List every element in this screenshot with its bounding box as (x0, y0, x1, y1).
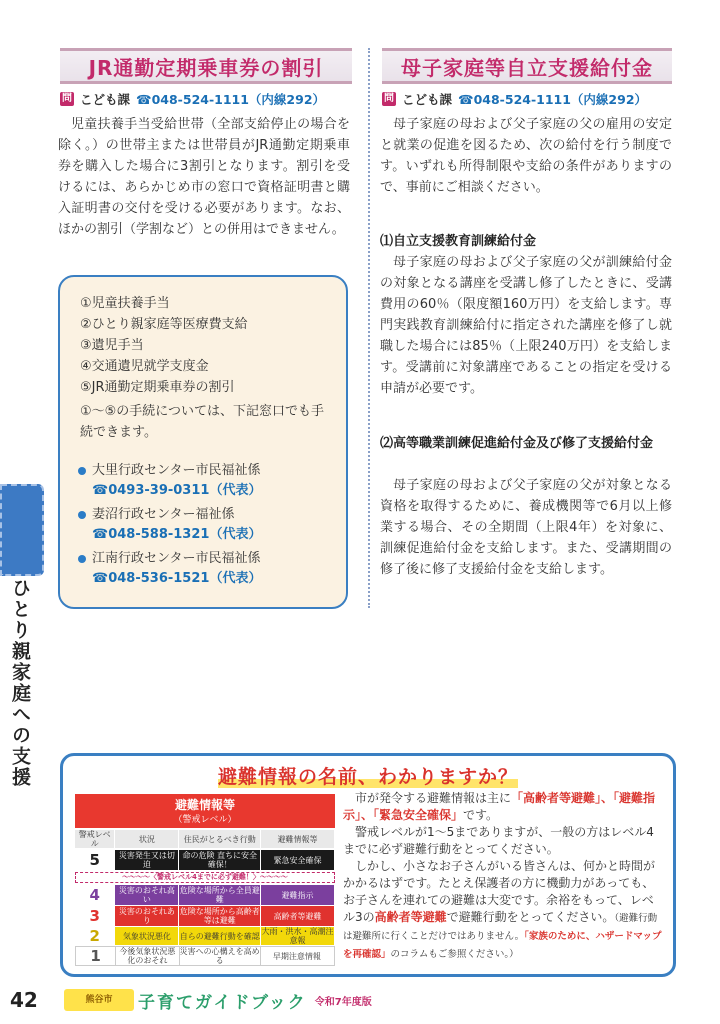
side-tab-marker (0, 484, 44, 576)
left-department: こども課 (80, 92, 131, 107)
text-span: です。 (463, 808, 499, 822)
office-item (78, 461, 261, 501)
table-subtitle: （警戒レベル） (173, 815, 237, 825)
office-tel[interactable]: ☎048-536-1521（代表） (92, 571, 262, 586)
highlight-text: 高齢者等避難 (374, 910, 447, 924)
info-cell: 避難指示 (261, 885, 335, 905)
status-cell: 災害発生又は切迫 (115, 850, 179, 870)
subsection-2-body: 母子家庭の母および父子家庭の父が対象となる資格を取得するために、養成機関等で6月以上修業する場合、その全期間（上限4年）を対象に、訓練促進給付金を支給します。また、受講期間の修了後に修了支援給付金を支給します。 (380, 478, 672, 577)
right-department: こども課 (402, 92, 453, 107)
list-item: ③遺児手当 (80, 338, 144, 353)
left-contact (60, 90, 325, 108)
evac-paragraph-2: 警戒レベルが1～5までありますが、一般の方はレベル4までに必ず避難行動をとってください。 (343, 825, 654, 856)
alert-level-table (75, 794, 335, 966)
footer-brand (64, 982, 372, 1018)
left-title-text: JR通勤定期乗車券の割引 (88, 55, 324, 80)
col-header: 状況 (115, 830, 179, 848)
text-span: しかし、小さなお子さんがいる皆さんは、何かと時間がかかるはずです。たとえ保護者の方に機動力があっても、お子さんを連れての避難は大変です。余裕をもって、レベル3の (343, 859, 656, 924)
right-tel[interactable]: ☎048-524-1111（内線292） (458, 92, 648, 107)
right-intro: 母子家庭の母および父子家庭の父の雇用の安定と就業の促進を図るため、次の給付を行う制度です。いずれも所得制限や支給の条件がありますので、事前にご相談ください。 (380, 117, 672, 195)
status-cell: 今後気象状況悪化のおそれ (116, 947, 180, 965)
level-cell: 3 (75, 906, 115, 926)
info-cell: 高齢者等避難 (261, 906, 335, 926)
table-col-headers (75, 830, 335, 848)
bullet-icon (78, 511, 86, 519)
action-cell: 危険な場所から全員避難 (179, 886, 260, 904)
action-cell: 危険な場所から高齢者等は避難 (179, 907, 260, 925)
right-section-title (382, 48, 672, 84)
highlight-text: 「家族のために、ハザードマップを再確認」 (343, 931, 662, 960)
left-body: 児童扶養手当受給世帯（全部支給停止の場合を除く。）の世帯主または世帯員がJR通勤定期乗車券を購入した場合に3割引となります。割引を受けるには、あらかじめ市の窓口で資格証明書と購入証明書の交付を受ける必要があります。なお、ほかの割引（学割など）との併用はできません。 (58, 117, 350, 237)
inquiry-icon: 問 (384, 93, 394, 104)
evacuation-title (63, 762, 673, 789)
level-cell: 2 (75, 927, 115, 945)
right-contact (382, 90, 647, 108)
evacuation-title-text: 避難情報の名前、わかりますか？ (217, 766, 518, 788)
column-divider (368, 48, 370, 608)
office-tel[interactable]: ☎0493-39-0311（代表） (92, 483, 262, 498)
list-item: ②ひとり親家庭等医療費支給 (80, 317, 248, 332)
table-row (75, 927, 335, 945)
procedure-list (80, 293, 248, 398)
info-cell: 大雨・洪水・高潮注意報 (261, 927, 334, 945)
col-header: 避難情報等 (261, 830, 335, 848)
list-item: ①児童扶養手当 (80, 296, 170, 311)
table-row (75, 850, 335, 870)
bullet-icon (78, 467, 86, 475)
table-row (75, 885, 335, 905)
inquiry-icon: 問 (62, 93, 72, 104)
table-title: 避難情報等 (174, 798, 235, 812)
edition-label: 令和7年度版 (314, 996, 372, 1008)
subsection-1-body: 母子家庭の母および父子家庭の父が訓練給付金の対象となる講座を受講し修了したときに、受講費用の60％（限度額160万円）を支給します。専門実践教育訓練給付に指定された講座を修了し就職した場合には85％（上限240万円）を支給します。受講前に対象講座であることの指定を受ける申請が必要です。 (380, 255, 672, 396)
status-cell: 災害のおそれあり (115, 906, 179, 926)
page-number: 42 (10, 988, 38, 1012)
guidebook-title: 子育てガイドブック (138, 992, 307, 1013)
office-item (78, 549, 261, 589)
table-row (75, 906, 335, 926)
status-cell: 災害のおそれ高い (115, 885, 179, 905)
action-cell: 災害への心構えを高める (179, 947, 260, 965)
office-item (78, 505, 261, 545)
right-title-text: 母子家庭等自立支援給付金 (401, 55, 653, 80)
office-name: 妻沼行政センター福祉係 (92, 507, 235, 522)
evac-paragraph-3 (343, 858, 663, 963)
info-cell: 緊急安全確保 (261, 850, 335, 870)
info-cell: 早期注意情報 (261, 947, 334, 965)
evacuation-body (343, 790, 663, 963)
table-header (75, 794, 335, 828)
highlight-text: 「高齢者等避難」、「避難指示」、「緊急安全確保」 (343, 791, 656, 822)
col-header: 警戒レベル (75, 830, 115, 848)
office-tel[interactable]: ☎048-588-1321（代表） (92, 527, 262, 542)
level-cell: 4 (75, 885, 115, 905)
evacuation-info-box (60, 753, 676, 977)
level4-band: 〜〜〜〜〈警戒レベル4までに必ず避難！〉〜〜〜〜 (75, 872, 335, 883)
list-item: ④交通遺児就学支度金 (80, 359, 209, 374)
office-name: 大里行政センター市民福祉係 (92, 463, 261, 478)
text-span: で避難行動をとってください。 (446, 910, 615, 924)
status-cell: 気象状況悪化 (115, 927, 179, 945)
action-cell: 命の危険 直ちに安全確保！ (179, 850, 261, 870)
office-name: 江南行政センター市民福祉係 (92, 551, 261, 566)
list-item: ⑤JR通勤定期乗車券の割引 (80, 380, 235, 395)
action-cell: 自らの避難行動を確認 (179, 927, 261, 945)
evac-paragraph-1 (343, 790, 663, 824)
left-section-title (60, 48, 352, 84)
note-text: のコラムもご参照ください。） (390, 949, 519, 960)
bullet-icon (78, 555, 86, 563)
subsection-2-title: ⑵高等職業訓練促進給付金及び修了支援給付金 (380, 436, 654, 451)
city-badge: 熊谷市 (64, 989, 134, 1011)
procedures-box (58, 275, 348, 609)
side-tab-label: ひとり親家庭への支援 (9, 578, 31, 788)
table-row (75, 946, 335, 966)
subsection-1-title: ⑴自立支援教育訓練給付金 (380, 234, 537, 249)
note-text: （避難行動は避難所に行くことだけではありません。 (343, 913, 658, 942)
col-header: 住民がとるべき行動 (179, 830, 261, 848)
left-tel[interactable]: ☎048-524-1111（内線292） (136, 92, 326, 107)
text-span: 市が発令する避難情報は主に (355, 791, 512, 805)
level-cell: 1 (76, 947, 116, 965)
level-cell: 5 (75, 850, 115, 870)
procedure-note: ①～⑤の手続については、下記窓口でも手続できます。 (80, 404, 325, 440)
